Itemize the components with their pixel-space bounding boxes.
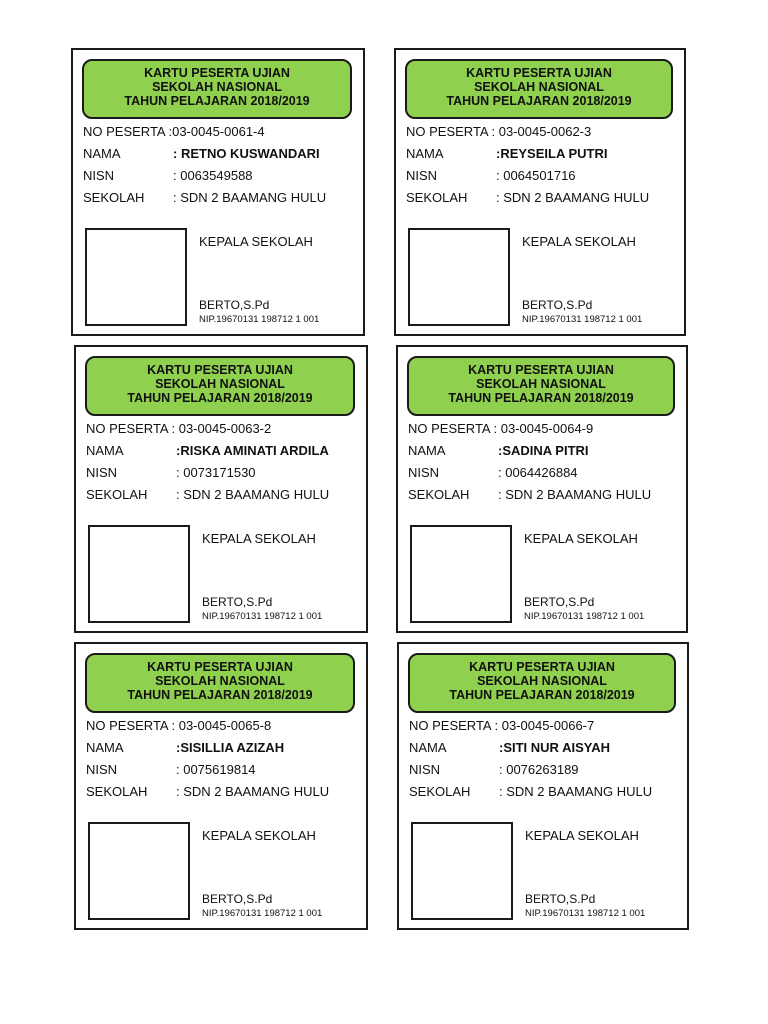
participant-card <box>397 642 689 930</box>
photo-box <box>88 525 190 623</box>
nisn-value: : 0063549588 <box>173 168 253 183</box>
signer-nip: NIP.19670131 198712 1 001 <box>525 908 646 919</box>
participant-card <box>74 642 368 930</box>
nama-value: : RETNO KUSWANDARI <box>173 146 320 161</box>
nisn-value: : 0064501716 <box>496 168 576 183</box>
nama-label: NAMA <box>408 443 446 458</box>
header-title-line: KARTU PESERTA UJIAN <box>144 66 290 80</box>
nama-value: :SITI NUR AISYAH <box>499 740 610 755</box>
sekolah-value: : SDN 2 BAAMANG HULU <box>496 190 650 205</box>
header-title-line: KARTU PESERTA UJIAN <box>468 363 614 377</box>
card-header <box>405 59 673 119</box>
nama-label: NAMA <box>83 146 121 161</box>
kepala-sekolah-label: KEPALA SEKOLAH <box>202 531 316 546</box>
sekolah-value: : SDN 2 BAAMANG HULU <box>176 487 330 502</box>
header-title-line: KARTU PESERTA UJIAN <box>147 660 293 674</box>
signer-nip: NIP.19670131 198712 1 001 <box>524 611 645 622</box>
sekolah-label: SEKOLAH <box>86 784 148 799</box>
photo-box <box>88 822 190 920</box>
sekolah-label: SEKOLAH <box>86 487 148 502</box>
card-header <box>85 356 355 416</box>
nisn-label: NISN <box>406 168 438 183</box>
sekolah-label: SEKOLAH <box>408 487 470 502</box>
nama-value: :RISKA AMINATI ARDILA <box>176 443 329 458</box>
header-year-line: TAHUN PELAJARAN 2018/2019 <box>446 94 632 108</box>
participant-card <box>394 48 686 336</box>
signer-name: BERTO,S.Pd <box>199 298 270 312</box>
participant-card <box>71 48 365 336</box>
photo-box <box>408 228 510 326</box>
nisn-label: NISN <box>83 168 115 183</box>
sekolah-label: SEKOLAH <box>83 190 145 205</box>
header-title-line: KARTU PESERTA UJIAN <box>466 66 612 80</box>
card-header <box>85 653 355 713</box>
nisn-label: NISN <box>409 762 441 777</box>
photo-box <box>411 822 513 920</box>
nama-label: NAMA <box>86 740 124 755</box>
signer-name: BERTO,S.Pd <box>202 595 273 609</box>
card-header <box>407 356 675 416</box>
no-peserta: NO PESERTA : 03-0045-0066-7 <box>409 718 595 733</box>
signer-name: BERTO,S.Pd <box>524 595 595 609</box>
signer-name: BERTO,S.Pd <box>522 298 593 312</box>
no-peserta: NO PESERTA : 03-0045-0062-3 <box>406 124 592 139</box>
card-header <box>408 653 676 713</box>
header-subtitle-line: SEKOLAH NASIONAL <box>152 80 282 94</box>
header-year-line: TAHUN PELAJARAN 2018/2019 <box>448 391 634 405</box>
nama-label: NAMA <box>406 146 444 161</box>
sekolah-label: SEKOLAH <box>409 784 471 799</box>
header-subtitle-line: SEKOLAH NASIONAL <box>155 377 285 391</box>
nama-value: :SISILLIA AZIZAH <box>176 740 285 755</box>
header-subtitle-line: SEKOLAH NASIONAL <box>155 674 285 688</box>
sekolah-value: : SDN 2 BAAMANG HULU <box>176 784 330 799</box>
header-year-line: TAHUN PELAJARAN 2018/2019 <box>127 391 313 405</box>
kepala-sekolah-label: KEPALA SEKOLAH <box>202 828 316 843</box>
nisn-label: NISN <box>86 762 118 777</box>
signer-nip: NIP.19670131 198712 1 001 <box>522 314 643 325</box>
no-peserta: NO PESERTA : 03-0045-0063-2 <box>86 421 272 436</box>
no-peserta: NO PESERTA :03-0045-0061-4 <box>83 124 265 139</box>
nisn-value: : 0076263189 <box>499 762 579 777</box>
kepala-sekolah-label: KEPALA SEKOLAH <box>524 531 638 546</box>
photo-box <box>85 228 187 326</box>
sekolah-label: SEKOLAH <box>406 190 468 205</box>
signer-name: BERTO,S.Pd <box>525 892 596 906</box>
header-subtitle-line: SEKOLAH NASIONAL <box>476 377 606 391</box>
signer-nip: NIP.19670131 198712 1 001 <box>199 314 320 325</box>
signer-nip: NIP.19670131 198712 1 001 <box>202 611 323 622</box>
no-peserta: NO PESERTA : 03-0045-0065-8 <box>86 718 272 733</box>
kepala-sekolah-label: KEPALA SEKOLAH <box>522 234 636 249</box>
header-subtitle-line: SEKOLAH NASIONAL <box>477 674 607 688</box>
header-year-line: TAHUN PELAJARAN 2018/2019 <box>449 688 635 702</box>
sekolah-value: : SDN 2 BAAMANG HULU <box>173 190 327 205</box>
header-subtitle-line: SEKOLAH NASIONAL <box>474 80 604 94</box>
sekolah-value: : SDN 2 BAAMANG HULU <box>498 487 652 502</box>
nama-label: NAMA <box>409 740 447 755</box>
kepala-sekolah-label: KEPALA SEKOLAH <box>525 828 639 843</box>
nisn-value: : 0075619814 <box>176 762 256 777</box>
nisn-value: : 0064426884 <box>498 465 578 480</box>
no-peserta: NO PESERTA : 03-0045-0064-9 <box>408 421 594 436</box>
signer-name: BERTO,S.Pd <box>202 892 273 906</box>
kepala-sekolah-label: KEPALA SEKOLAH <box>199 234 313 249</box>
card-header <box>82 59 352 119</box>
sekolah-value: : SDN 2 BAAMANG HULU <box>499 784 653 799</box>
signer-nip: NIP.19670131 198712 1 001 <box>202 908 323 919</box>
nisn-label: NISN <box>86 465 118 480</box>
nama-value: :REYSEILA PUTRI <box>496 146 608 161</box>
nisn-value: : 0073171530 <box>176 465 256 480</box>
participant-card <box>396 345 688 633</box>
nama-value: :SADINA PITRI <box>498 443 589 458</box>
participant-card <box>74 345 368 633</box>
header-title-line: KARTU PESERTA UJIAN <box>469 660 615 674</box>
nisn-label: NISN <box>408 465 440 480</box>
header-year-line: TAHUN PELAJARAN 2018/2019 <box>127 688 313 702</box>
nama-label: NAMA <box>86 443 124 458</box>
header-title-line: KARTU PESERTA UJIAN <box>147 363 293 377</box>
header-year-line: TAHUN PELAJARAN 2018/2019 <box>124 94 310 108</box>
photo-box <box>410 525 512 623</box>
